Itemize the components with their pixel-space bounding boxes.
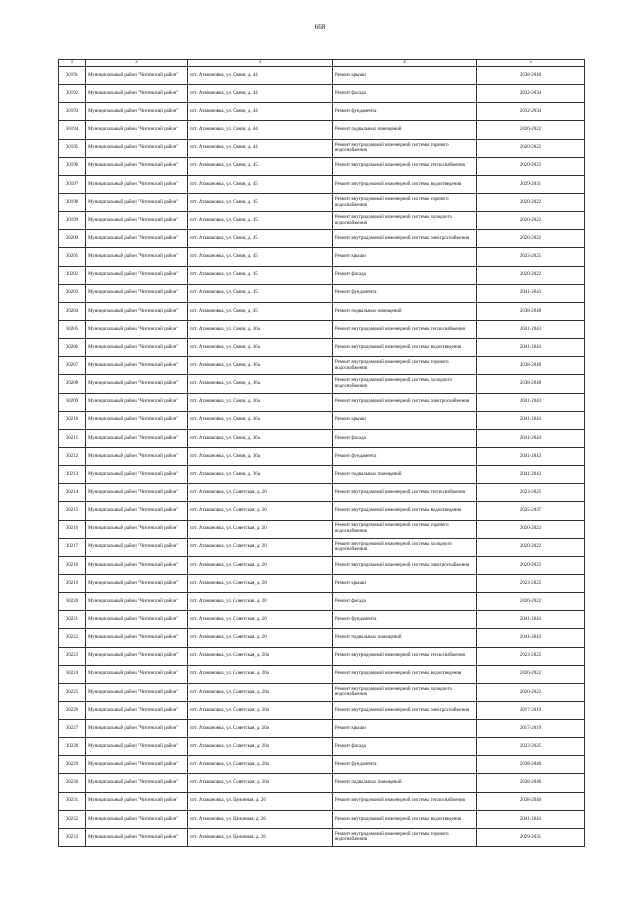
- table-row: [59, 339, 585, 357]
- work-type-cell: Ремонт фундамента: [333, 756, 477, 774]
- row-number: 30200: [59, 230, 86, 248]
- address-cell: пгт. Атамановка, ул. Советская, д. 20а: [188, 647, 333, 665]
- period-cell: 2041-2043: [477, 320, 585, 338]
- address-cell: пгт. Атамановка, ул. Советская, д. 20а: [188, 665, 333, 683]
- table-row: [59, 284, 585, 302]
- row-number: 30225: [59, 683, 86, 701]
- municipality-cell: Муниципальный район "Читинский район": [86, 212, 188, 230]
- municipality-cell: Муниципальный район "Читинский район": [86, 756, 188, 774]
- work-type-cell: Ремонт внутридомовой инженерной системы теплоснабжения: [333, 157, 477, 175]
- address-cell: пгт. Атамановка, ул. Связи, д. 36а: [188, 466, 333, 484]
- period-cell: 2032-2034: [477, 103, 585, 121]
- row-number: 30232: [59, 810, 86, 828]
- row-number: 30199: [59, 212, 86, 230]
- table-row: [59, 647, 585, 665]
- table-row: [59, 738, 585, 756]
- municipality-cell: Муниципальный район "Читинский район": [86, 810, 188, 828]
- municipality-cell: Муниципальный район "Читинский район": [86, 320, 188, 338]
- address-cell: пгт. Атамановка, ул. Советская, д. 20а: [188, 774, 333, 792]
- row-number: 30212: [59, 447, 86, 465]
- work-type-cell: Ремонт внутридомовой инженерной системы горячего водоснабжения: [333, 193, 477, 211]
- work-type-cell: Ремонт фундамента: [333, 447, 477, 465]
- column-header-1: 1: [59, 60, 86, 67]
- table-row: [59, 828, 585, 846]
- table-row: [59, 593, 585, 611]
- address-cell: пгт. Атамановка, ул. Советская, д. 20а: [188, 701, 333, 719]
- address-cell: пгт. Атамановка, ул. Советская, д. 20: [188, 574, 333, 592]
- row-number: 30219: [59, 574, 86, 592]
- work-type-cell: Ремонт внутридомовой инженерной системы теплоснабжения: [333, 792, 477, 810]
- address-cell: пгт. Атамановка, ул. Советская, д. 20: [188, 611, 333, 629]
- address-cell: пгт. Атамановка, ул. Советская, д. 20: [188, 556, 333, 574]
- work-type-cell: Ремонт внутридомовой инженерной системы теплоснабжения: [333, 647, 477, 665]
- table-row: [59, 248, 585, 266]
- table-row: [59, 85, 585, 103]
- municipality-cell: Муниципальный район "Читинский район": [86, 339, 188, 357]
- row-number: 30228: [59, 738, 86, 756]
- period-cell: 2023-2025: [477, 574, 585, 592]
- municipality-cell: Муниципальный район "Читинский район": [86, 792, 188, 810]
- work-type-cell: Ремонт внутридомовой инженерной системы электроснабжения: [333, 230, 477, 248]
- row-number: 30216: [59, 520, 86, 538]
- period-cell: 2041-2043: [477, 339, 585, 357]
- row-number: 30230: [59, 774, 86, 792]
- table-row: [59, 121, 585, 139]
- row-number: 30221: [59, 611, 86, 629]
- municipality-cell: Муниципальный район "Читинский район": [86, 720, 188, 738]
- period-cell: 2038-2040: [477, 375, 585, 393]
- row-number: 30198: [59, 193, 86, 211]
- municipality-cell: Муниципальный район "Читинский район": [86, 121, 188, 139]
- address-cell: пгт. Атамановка, ул. Советская, д. 20: [188, 520, 333, 538]
- header-row: [59, 60, 585, 67]
- municipality-cell: Муниципальный район "Читинский район": [86, 85, 188, 103]
- table-row: [59, 520, 585, 538]
- row-number: 30208: [59, 375, 86, 393]
- work-type-cell: Ремонт внутридомовой инженерной системы холодного водоснабжения: [333, 538, 477, 556]
- period-cell: 2023-2025: [477, 738, 585, 756]
- address-cell: пгт. Атамановка, ул. Связи, д. 45: [188, 212, 333, 230]
- municipality-cell: Муниципальный район "Читинский район": [86, 103, 188, 121]
- municipality-cell: Муниципальный район "Читинский район": [86, 139, 188, 157]
- row-number: 30231: [59, 792, 86, 810]
- period-cell: 2020-2022: [477, 538, 585, 556]
- municipality-cell: Муниципальный район "Читинский район": [86, 375, 188, 393]
- period-cell: 2020-2022: [477, 230, 585, 248]
- period-cell: 2020-2022: [477, 193, 585, 211]
- period-cell: 2041-2043: [477, 393, 585, 411]
- period-cell: 2023-2025: [477, 484, 585, 502]
- table-row: [59, 720, 585, 738]
- table-row: [59, 67, 585, 85]
- municipality-cell: Муниципальный район "Читинский район": [86, 411, 188, 429]
- work-type-cell: Ремонт внутридомовой инженерной системы водоотведения: [333, 810, 477, 828]
- period-cell: 2038-2040: [477, 357, 585, 375]
- period-cell: 2041-2043: [477, 429, 585, 447]
- address-cell: пгт. Атамановка, ул. Связи, д. 44: [188, 85, 333, 103]
- municipality-cell: Муниципальный район "Читинский район": [86, 447, 188, 465]
- municipality-cell: Муниципальный район "Читинский район": [86, 248, 188, 266]
- work-type-cell: Ремонт внутридомовой инженерной системы водоотведения: [333, 665, 477, 683]
- period-cell: 2023-2025: [477, 248, 585, 266]
- row-number: 30217: [59, 538, 86, 556]
- address-cell: пгт. Атамановка, ул. Связи, д. 44: [188, 121, 333, 139]
- period-cell: 2020-2022: [477, 665, 585, 683]
- row-number: 30207: [59, 357, 86, 375]
- row-number: 30205: [59, 320, 86, 338]
- address-cell: пгт. Атамановка, ул. Связи, д. 45: [188, 284, 333, 302]
- table-row: [59, 411, 585, 429]
- table-row: [59, 484, 585, 502]
- address-cell: пгт. Атамановка, ул. Советская, д. 20: [188, 593, 333, 611]
- table-row: [59, 103, 585, 121]
- period-cell: 2038-2040: [477, 774, 585, 792]
- table-row: [59, 193, 585, 211]
- address-cell: пгт. Атамановка, ул. Советская, д. 20а: [188, 720, 333, 738]
- municipality-cell: Муниципальный район "Читинский район": [86, 67, 188, 85]
- period-cell: 2020-2022: [477, 520, 585, 538]
- municipality-cell: Муниципальный район "Читинский район": [86, 157, 188, 175]
- municipality-cell: Муниципальный район "Читинский район": [86, 393, 188, 411]
- address-cell: пгт. Атамановка, ул. Советская, д. 20а: [188, 683, 333, 701]
- table-row: [59, 212, 585, 230]
- address-cell: пгт. Атамановка, ул. Связи, д. 36а: [188, 411, 333, 429]
- period-cell: 2029-2031: [477, 828, 585, 846]
- municipality-cell: Муниципальный район "Читинский район": [86, 193, 188, 211]
- table-row: [59, 538, 585, 556]
- work-type-cell: Ремонт фасада: [333, 738, 477, 756]
- municipality-cell: Муниципальный район "Читинский район": [86, 502, 188, 520]
- row-number: 30195: [59, 139, 86, 157]
- work-type-cell: Ремонт внутридомовой инженерной системы электроснабжения: [333, 701, 477, 719]
- work-type-cell: Ремонт фасада: [333, 266, 477, 284]
- table-row: [59, 320, 585, 338]
- row-number: 30215: [59, 502, 86, 520]
- address-cell: пгт. Атамановка, ул. Связи, д. 45: [188, 266, 333, 284]
- work-type-cell: Ремонт внутридомовой инженерной системы водоотведения: [333, 502, 477, 520]
- address-cell: пгт. Атамановка, ул. Советская, д. 20: [188, 484, 333, 502]
- table-row: [59, 230, 585, 248]
- address-cell: пгт. Атамановка, ул. Связи, д. 44: [188, 103, 333, 121]
- table-row: [59, 683, 585, 701]
- row-number: 30201: [59, 248, 86, 266]
- address-cell: пгт. Атамановка, ул. Связи, д. 44: [188, 139, 333, 157]
- table-row: [59, 357, 585, 375]
- period-cell: 2038-2040: [477, 67, 585, 85]
- table-row: [59, 139, 585, 157]
- row-number: 30197: [59, 175, 86, 193]
- row-number: 30204: [59, 302, 86, 320]
- work-type-cell: Ремонт подвальных помещений: [333, 466, 477, 484]
- table-row: [59, 302, 585, 320]
- address-cell: пгт. Атамановка, ул. Связи, д. 36а: [188, 357, 333, 375]
- work-type-cell: Ремонт внутридомовой инженерной системы водоотведения: [333, 339, 477, 357]
- row-number: 30224: [59, 665, 86, 683]
- table-row: [59, 429, 585, 447]
- row-number: 30222: [59, 629, 86, 647]
- municipality-cell: Муниципальный район "Читинский район": [86, 683, 188, 701]
- column-header-3: 3: [188, 60, 333, 67]
- period-cell: 2029-2031: [477, 175, 585, 193]
- address-cell: пгт. Атамановка, ул. Связи, д. 45: [188, 157, 333, 175]
- work-type-cell: Ремонт фасада: [333, 85, 477, 103]
- work-type-cell: Ремонт подвальных помещений: [333, 774, 477, 792]
- municipality-cell: Муниципальный район "Читинский район": [86, 538, 188, 556]
- table-row: [59, 502, 585, 520]
- municipality-cell: Муниципальный район "Читинский район": [86, 175, 188, 193]
- work-type-cell: Ремонт крыши: [333, 411, 477, 429]
- period-cell: 2020-2022: [477, 157, 585, 175]
- work-type-cell: Ремонт подвальных помещений: [333, 629, 477, 647]
- period-cell: 2017-2019: [477, 720, 585, 738]
- municipality-cell: Муниципальный район "Читинский район": [86, 574, 188, 592]
- municipality-cell: Муниципальный район "Читинский район": [86, 738, 188, 756]
- municipality-cell: Муниципальный район "Читинский район": [86, 284, 188, 302]
- address-cell: пгт. Атамановка, ул. Советская, д. 20: [188, 502, 333, 520]
- row-number: 30191: [59, 67, 86, 85]
- row-number: 30218: [59, 556, 86, 574]
- period-cell: 2041-2043: [477, 284, 585, 302]
- period-cell: 2041-2043: [477, 810, 585, 828]
- column-header-4: 4: [333, 60, 477, 67]
- work-type-cell: Ремонт подвальных помещений: [333, 302, 477, 320]
- municipality-cell: Муниципальный район "Читинский район": [86, 701, 188, 719]
- row-number: 30226: [59, 701, 86, 719]
- table-row: [59, 375, 585, 393]
- row-number: 30213: [59, 466, 86, 484]
- address-cell: пгт. Атамановка, ул. Целинная, д. 26: [188, 828, 333, 846]
- address-cell: пгт. Атамановка, ул. Связи, д. 45: [188, 248, 333, 266]
- period-cell: 2041-2043: [477, 611, 585, 629]
- row-number: 30192: [59, 85, 86, 103]
- repair-schedule-table: [58, 59, 585, 847]
- work-type-cell: Ремонт фундамента: [333, 103, 477, 121]
- table-row: [59, 774, 585, 792]
- table-row: [59, 466, 585, 484]
- address-cell: пгт. Атамановка, ул. Целинная, д. 26: [188, 792, 333, 810]
- municipality-cell: Муниципальный район "Читинский район": [86, 647, 188, 665]
- row-number: 30194: [59, 121, 86, 139]
- work-type-cell: Ремонт подвальных помещений: [333, 121, 477, 139]
- work-type-cell: Ремонт крыши: [333, 67, 477, 85]
- municipality-cell: Муниципальный район "Читинский район": [86, 774, 188, 792]
- row-number: 30227: [59, 720, 86, 738]
- address-cell: пгт. Атамановка, ул. Связи, д. 36а: [188, 429, 333, 447]
- work-type-cell: Ремонт внутридомовой инженерной системы горячего водоснабжения: [333, 520, 477, 538]
- period-cell: 2020-2022: [477, 593, 585, 611]
- column-header-2: 2: [86, 60, 188, 67]
- row-number: 30214: [59, 484, 86, 502]
- row-number: 30193: [59, 103, 86, 121]
- period-cell: 2032-2034: [477, 85, 585, 103]
- work-type-cell: Ремонт внутридомовой инженерной системы теплоснабжения: [333, 320, 477, 338]
- address-cell: пгт. Атамановка, ул. Связи, д. 45: [188, 175, 333, 193]
- municipality-cell: Муниципальный район "Читинский район": [86, 593, 188, 611]
- address-cell: пгт. Атамановка, ул. Связи, д. 36а: [188, 339, 333, 357]
- row-number: 30211: [59, 429, 86, 447]
- row-number: 30220: [59, 593, 86, 611]
- work-type-cell: Ремонт внутридомовой инженерной системы холодного водоснабжения: [333, 683, 477, 701]
- work-type-cell: Ремонт фасада: [333, 429, 477, 447]
- row-number: 30233: [59, 828, 86, 846]
- table-row: [59, 175, 585, 193]
- period-cell: 2017-2019: [477, 701, 585, 719]
- period-cell: 2035-2037: [477, 502, 585, 520]
- work-type-cell: Ремонт внутридомовой инженерной системы горячего водоснабжения: [333, 828, 477, 846]
- municipality-cell: Муниципальный район "Читинский район": [86, 629, 188, 647]
- address-cell: пгт. Атамановка, ул. Связи, д. 45: [188, 230, 333, 248]
- table-row: [59, 393, 585, 411]
- address-cell: пгт. Атамановка, ул. Связи, д. 45: [188, 302, 333, 320]
- row-number: 30209: [59, 393, 86, 411]
- work-type-cell: Ремонт фундамента: [333, 284, 477, 302]
- address-cell: пгт. Атамановка, ул. Советская, д. 20а: [188, 756, 333, 774]
- address-cell: пгт. Атамановка, ул. Связи, д. 36а: [188, 447, 333, 465]
- period-cell: 2020-2022: [477, 139, 585, 157]
- row-number: 30223: [59, 647, 86, 665]
- work-type-cell: Ремонт внутридомовой инженерной системы горячего водоснабжения: [333, 357, 477, 375]
- period-cell: 2038-2040: [477, 756, 585, 774]
- table-row: [59, 266, 585, 284]
- address-cell: пгт. Атамановка, ул. Целинная, д. 26: [188, 810, 333, 828]
- row-number: 30206: [59, 339, 86, 357]
- address-cell: пгт. Атамановка, ул. Связи, д. 45: [188, 193, 333, 211]
- address-cell: пгт. Атамановка, ул. Связи, д. 36а: [188, 375, 333, 393]
- row-number: 30202: [59, 266, 86, 284]
- work-type-cell: Ремонт фасада: [333, 593, 477, 611]
- row-number: 30229: [59, 756, 86, 774]
- work-type-cell: Ремонт внутридомовой инженерной системы холодного водоснабжения: [333, 212, 477, 230]
- row-number: 30210: [59, 411, 86, 429]
- municipality-cell: Муниципальный район "Читинский район": [86, 266, 188, 284]
- municipality-cell: Муниципальный район "Читинский район": [86, 484, 188, 502]
- municipality-cell: Муниципальный район "Читинский район": [86, 357, 188, 375]
- page-number: 668: [314, 23, 326, 31]
- table-row: [59, 792, 585, 810]
- work-type-cell: Ремонт фундамента: [333, 611, 477, 629]
- work-type-cell: Ремонт крыши: [333, 574, 477, 592]
- table-row: [59, 810, 585, 828]
- address-cell: пгт. Атамановка, ул. Советская, д. 20: [188, 538, 333, 556]
- period-cell: 2041-2043: [477, 629, 585, 647]
- municipality-cell: Муниципальный район "Читинский район": [86, 520, 188, 538]
- municipality-cell: Муниципальный район "Читинский район": [86, 230, 188, 248]
- period-cell: 2041-2043: [477, 447, 585, 465]
- work-type-cell: Ремонт крыши: [333, 720, 477, 738]
- column-header-5: 5: [477, 60, 585, 67]
- period-cell: 2020-2022: [477, 683, 585, 701]
- work-type-cell: Ремонт внутридомовой инженерной системы теплоснабжения: [333, 484, 477, 502]
- work-type-cell: Ремонт внутридомовой инженерной системы водоотведения: [333, 175, 477, 193]
- address-cell: пгт. Атамановка, ул. Связи, д. 36а: [188, 393, 333, 411]
- table-row: [59, 157, 585, 175]
- municipality-cell: Муниципальный район "Читинский район": [86, 611, 188, 629]
- row-number: 30196: [59, 157, 86, 175]
- period-cell: 2020-2022: [477, 556, 585, 574]
- period-cell: 2020-2022: [477, 121, 585, 139]
- table-row: [59, 611, 585, 629]
- period-cell: 2020-2022: [477, 266, 585, 284]
- table-row: [59, 556, 585, 574]
- period-cell: 2020-2022: [477, 212, 585, 230]
- table-row: [59, 756, 585, 774]
- address-cell: пгт. Атамановка, ул. Связи, д. 44: [188, 67, 333, 85]
- table-row: [59, 629, 585, 647]
- table-row: [59, 665, 585, 683]
- row-number: 30203: [59, 284, 86, 302]
- table-row: [59, 701, 585, 719]
- work-type-cell: Ремонт внутридомовой инженерной системы горячего водоснабжения: [333, 139, 477, 157]
- municipality-cell: Муниципальный район "Читинский район": [86, 466, 188, 484]
- period-cell: 2041-2043: [477, 411, 585, 429]
- address-cell: пгт. Атамановка, ул. Советская, д. 20: [188, 629, 333, 647]
- work-type-cell: Ремонт крыши: [333, 248, 477, 266]
- table-row: [59, 574, 585, 592]
- period-cell: 2041-2043: [477, 466, 585, 484]
- period-cell: 2038-2040: [477, 302, 585, 320]
- municipality-cell: Муниципальный район "Читинский район": [86, 429, 188, 447]
- address-cell: пгт. Атамановка, ул. Связи, д. 36а: [188, 320, 333, 338]
- period-cell: 2023-2025: [477, 647, 585, 665]
- municipality-cell: Муниципальный район "Читинский район": [86, 828, 188, 846]
- municipality-cell: Муниципальный район "Читинский район": [86, 302, 188, 320]
- work-type-cell: Ремонт внутридомовой инженерной системы электроснабжения: [333, 393, 477, 411]
- municipality-cell: Муниципальный район "Читинский район": [86, 665, 188, 683]
- work-type-cell: Ремонт внутридомовой инженерной системы электроснабжения: [333, 556, 477, 574]
- table-row: [59, 447, 585, 465]
- period-cell: 2038-2040: [477, 792, 585, 810]
- municipality-cell: Муниципальный район "Читинский район": [86, 556, 188, 574]
- address-cell: пгт. Атамановка, ул. Советская, д. 20а: [188, 738, 333, 756]
- work-type-cell: Ремонт внутридомовой инженерной системы холодного водоснабжения: [333, 375, 477, 393]
